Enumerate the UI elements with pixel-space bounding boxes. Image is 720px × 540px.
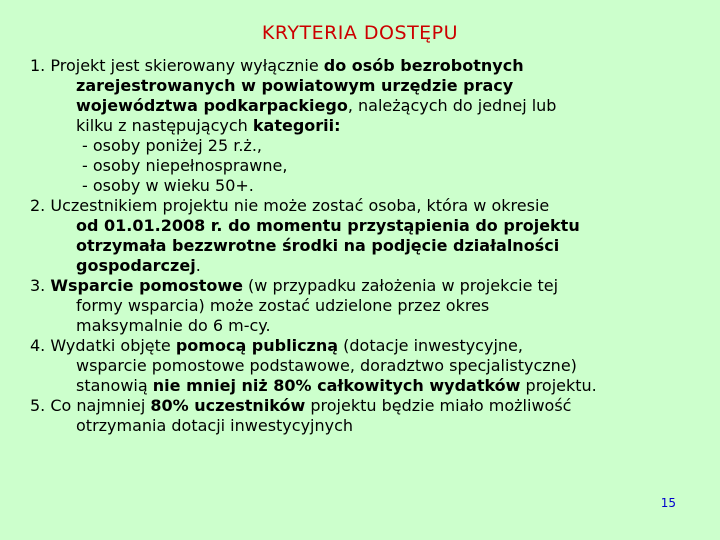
category-50-plus: - osoby w wieku 50+.	[82, 176, 254, 195]
item-text-bold: do osób bezrobotnych	[323, 56, 524, 75]
item-text: Uczestnikiem projektu nie może zostać osoba, która w okresie	[50, 196, 550, 215]
item-text-bold: zarejestrowanych w powiatowym urzędzie pracy	[76, 76, 514, 95]
category-disabled: - osoby niepełnosprawne,	[82, 156, 288, 175]
item-text-bold: od 01.01.2008 r. do momentu przystąpienia do projektu	[76, 216, 580, 235]
item-text: maksymalnie do 6 m-cy.	[76, 316, 271, 335]
slide-title: KRYTERIA DOSTĘPU	[261, 22, 459, 44]
item-text: Co najmniej	[50, 396, 151, 415]
criterion-4	[30, 336, 700, 396]
item-text: (dotacje inwestycyjne,	[338, 336, 523, 355]
category-under-25: - osoby poniżej 25 r.ż.,	[82, 136, 262, 155]
item-text: kilku z następujących	[76, 116, 253, 135]
item-text: Projekt jest skierowany wyłącznie	[50, 56, 324, 75]
item-text-bold: otrzymała bezzwrotne środki na podjęcie działalności	[76, 236, 560, 255]
item-number: 1.	[30, 56, 46, 75]
item-text: , należących do jednej lub	[347, 96, 557, 115]
item-text: Wydatki objęte	[50, 336, 176, 355]
criterion-5	[30, 396, 700, 436]
item-number: 4.	[30, 336, 46, 355]
item-text: projektu będzie miało możliwość	[305, 396, 572, 415]
item-text-bold: województwa podkarpackiego	[76, 96, 348, 115]
criterion-1	[30, 56, 700, 196]
criterion-3	[30, 276, 700, 336]
item-text: projektu.	[520, 376, 597, 395]
item-number: 5.	[30, 396, 46, 415]
page-number: 15	[660, 496, 676, 510]
item-text: .	[195, 256, 201, 275]
item-text-bold: kategorii:	[252, 116, 341, 135]
item-text: stanowią	[76, 376, 153, 395]
item-text: formy wsparcia) może zostać udzielone przez okres	[76, 296, 490, 315]
item-text-bold: pomocą publiczną	[175, 336, 339, 355]
criterion-2	[30, 196, 700, 276]
item-text: wsparcie pomostowe podstawowe, doradztwo specjalistyczne)	[76, 356, 577, 375]
item-text: otrzymania dotacji inwestycyjnych	[76, 416, 354, 435]
item-text-bold: gospodarczej	[76, 256, 196, 275]
criteria-list	[30, 56, 700, 436]
item-text-bold: 80% uczestników	[150, 396, 306, 415]
item-number: 2.	[30, 196, 46, 215]
item-text-bold: Wsparcie pomostowe	[50, 276, 243, 295]
item-text-bold: nie mniej niż 80% całkowitych wydatków	[152, 376, 521, 395]
item-number: 3.	[30, 276, 46, 295]
item-text: (w przypadku założenia w projekcie tej	[242, 276, 559, 295]
